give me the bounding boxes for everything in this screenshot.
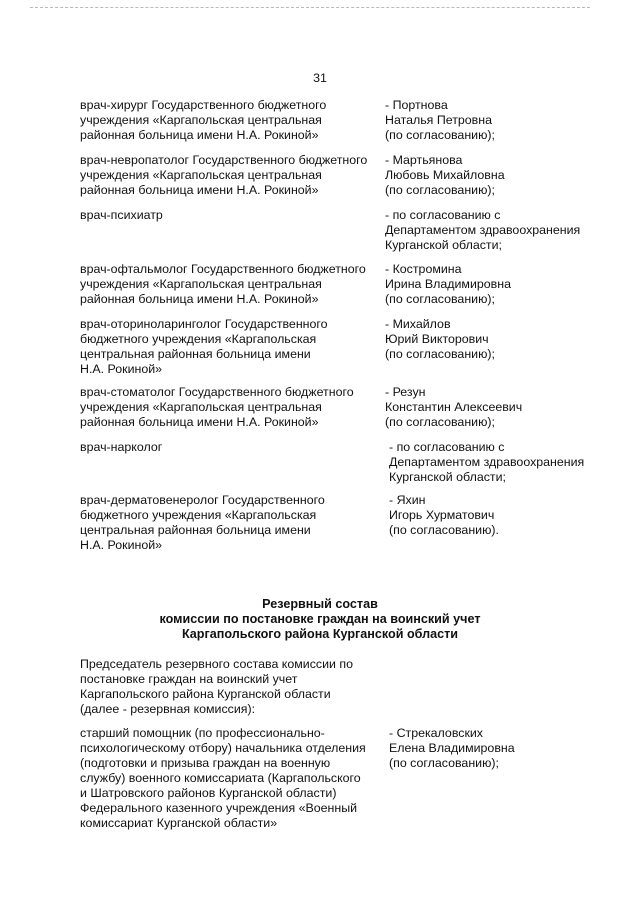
member-person: - Яхин Игорь Хурматович (по согласованию). [389,493,499,537]
member-role: врач-офтальмолог Государственного бюджетного учреждения «Каргапольская центральная районная больница имени Н.А. Рокиной» [80,262,366,306]
member-role: врач-нарколог [80,440,163,454]
member-role: старший помощник (по профессионально- психологическому отбору) начальника отделения (подготовки и призыва граждан на военную службу) военного комиссариата (Каргапольского и Шатровского районов Курганской области) Федерального казенного учреждения «Военный комиссариат Курганской области» [80,726,366,830]
reserve-chairman-text: Председатель резервного состава комиссии по постановке граждан на воинский учет Каргапольского района Курганской области (далее - резервная комиссия): [80,657,353,716]
page-number: 31 [313,71,327,85]
member-role: врач-невропатолог Государственного бюджетного учреждения «Каргапольская центральная районная больница имени Н.А. Рокиной» [80,153,368,197]
reserve-heading: Резервный состав комиссии по постановке граждан на воинский учет Каргапольского района Курганской области [159,597,481,641]
member-person: - по согласованию с Департаментом здравоохранения Курганской области; [389,440,585,484]
member-person: - Михайлов Юрий Викторович (по согласованию); [385,317,495,361]
member-role: врач-хирург Государственного бюджетного учреждения «Каргапольская центральная районная больница имени Н.А. Рокиной» [80,98,327,142]
member-person: - Портнова Наталья Петровна (по согласованию); [385,98,495,142]
member-person: - Костромина Ирина Владимировна (по согласованию); [385,262,511,306]
member-role: врач-психиатр [80,208,163,222]
member-role: врач-дерматовенеролог Государственного бюджетного учреждения «Каргапольская центральная районная больница имени Н.А. Рокиной» [80,493,325,552]
scan-top-edge [30,7,590,8]
member-role: врач-стоматолог Государственного бюджетного учреждения «Каргапольская центральная районная больница имени Н.А. Рокиной» [80,385,354,429]
member-role: врач-оториноларинголог Государственного бюджетного учреждения «Каргапольская центральная районная больница имени Н.А. Рокиной» [80,317,328,376]
member-person: - Стрекаловских Елена Владимировна (по согласованию); [389,726,515,770]
member-person: - по согласованию с Департаментом здравоохранения Курганской области; [385,208,581,252]
member-person: - Резун Константин Алексеевич (по согласованию); [385,385,523,429]
member-person: - Мартьянова Любовь Михайловна (по согласованию); [385,153,505,197]
